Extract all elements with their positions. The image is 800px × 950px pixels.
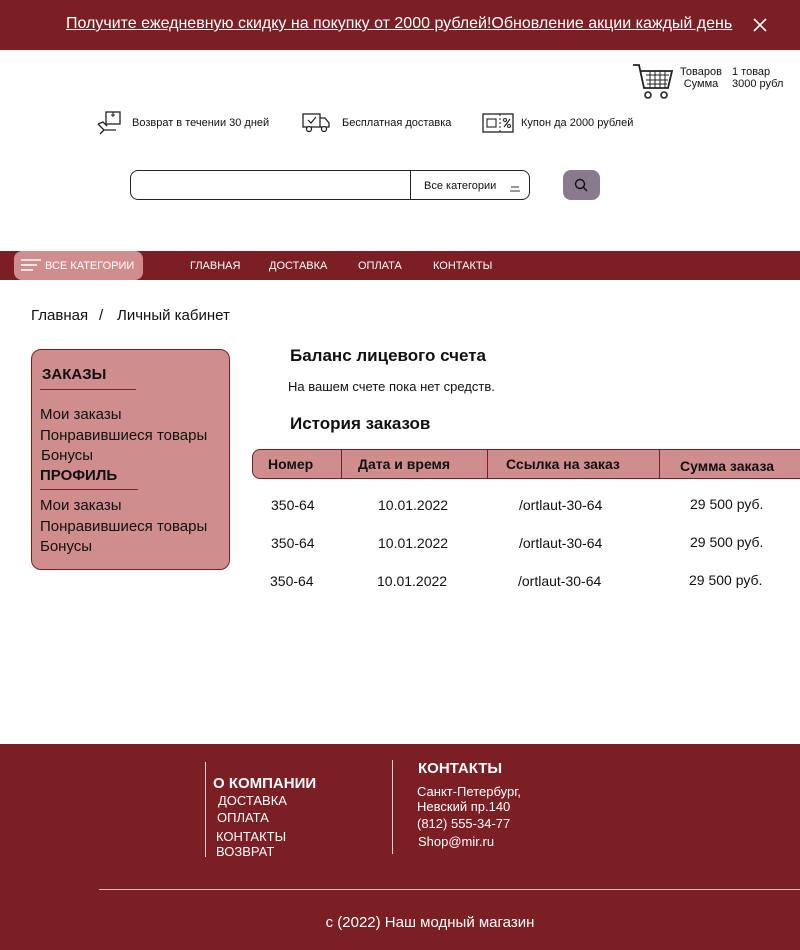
footer-divider xyxy=(392,760,393,854)
order-sum: 29 500 руб. xyxy=(689,572,763,588)
close-icon[interactable] xyxy=(752,17,768,33)
cart-items-value: 1 товар xyxy=(732,66,771,78)
column-number: Номер xyxy=(268,456,314,472)
footer-contacts-title: КОНТАКТЫ xyxy=(418,760,503,777)
promo-link[interactable]: Получите ежедневную скидку на покупку от 2000 рублей!Обновление акции каждый день xyxy=(66,15,733,32)
sidebar-profile-title: ПРОФИЛЬ xyxy=(40,467,118,484)
column-divider xyxy=(659,449,660,479)
footer-address-line2: Невский пр.140 xyxy=(417,799,511,814)
footer-email[interactable]: Shop@mir.ru xyxy=(418,834,495,849)
footer-company-title: О КОМПАНИИ xyxy=(213,775,317,792)
sidebar-item-profile-orders[interactable]: Мои заказы xyxy=(40,497,122,514)
footer-link-payment[interactable]: ОПЛАТА xyxy=(217,810,269,825)
nav-delivery[interactable]: ДОСТАВКА xyxy=(269,260,328,272)
category-select[interactable]: Все категории xyxy=(424,180,497,192)
search-divider xyxy=(410,171,411,199)
sidebar-divider xyxy=(40,489,138,490)
sidebar-item-profile-favorites[interactable]: Понравившиеся товары xyxy=(40,518,208,535)
column-date: Дата и время xyxy=(358,456,451,472)
footer-link-return[interactable]: ВОЗВРАТ xyxy=(216,844,275,859)
sidebar-orders-title: ЗАКАЗЫ xyxy=(42,366,107,383)
cart-items-label: Товаров xyxy=(680,66,722,78)
footer-divider xyxy=(205,762,206,857)
feature-coupon: Купон да 2000 рублей xyxy=(521,117,634,129)
order-sum: 29 500 руб. xyxy=(690,534,764,550)
cart-sum-label: Сумма xyxy=(683,78,719,90)
cart-labels xyxy=(678,66,724,90)
search-button[interactable] xyxy=(563,170,600,200)
nav-contacts[interactable]: КОНТАКТЫ xyxy=(433,260,493,272)
column-sum: Сумма заказа xyxy=(680,458,775,474)
feature-delivery: Бесплатная доставка xyxy=(342,117,452,129)
column-divider xyxy=(487,449,488,479)
footer-link-delivery[interactable]: ДОСТАВКА xyxy=(218,793,287,808)
category-menu-icon[interactable] xyxy=(509,181,521,191)
cart-values xyxy=(732,66,792,90)
sidebar-divider xyxy=(40,389,136,390)
coupon-icon xyxy=(481,110,515,136)
nav-home[interactable]: ГЛАВНАЯ xyxy=(190,260,241,272)
breadcrumb-current: Личный кабинет xyxy=(117,307,230,324)
return-box-icon xyxy=(96,110,124,136)
order-number: 350-64 xyxy=(270,573,314,589)
menu-icon xyxy=(20,258,42,272)
breadcrumb-separator: / xyxy=(99,307,104,324)
footer-link-contacts[interactable]: КОНТАКТЫ xyxy=(216,829,287,844)
order-link[interactable]: /ortlaut-30-64 xyxy=(519,535,603,551)
search-input[interactable] xyxy=(131,171,409,199)
feature-return: Возврат в течении 30 дней xyxy=(132,117,270,129)
balance-title: Баланс лицевого счета xyxy=(290,346,486,365)
search-icon xyxy=(574,178,588,192)
cart-sum-value: 3000 рубл xyxy=(732,78,784,90)
order-number: 350-64 xyxy=(271,535,315,551)
sidebar-item-my-orders[interactable]: Мои заказы xyxy=(40,406,122,423)
sidebar-item-bonuses[interactable]: Бонусы xyxy=(41,447,94,464)
footer-address-line1: Санкт-Петербург, xyxy=(417,784,521,799)
footer-copyright: с (2022) Наш модный магазин xyxy=(325,914,535,931)
order-link[interactable]: /ortlaut-30-64 xyxy=(519,497,603,513)
breadcrumb-home[interactable]: Главная xyxy=(31,307,89,324)
history-title: История заказов xyxy=(290,414,431,433)
sidebar-item-favorites[interactable]: Понравившиеся товары xyxy=(40,427,208,444)
delivery-truck-icon xyxy=(301,110,331,136)
order-sum: 29 500 руб. xyxy=(690,496,764,512)
cart-icon[interactable] xyxy=(632,62,674,100)
all-categories-label: ВСЕ КАТЕГОРИИ xyxy=(45,260,135,272)
nav-payment[interactable]: ОПЛАТА xyxy=(358,260,402,272)
order-number: 350-64 xyxy=(271,497,315,513)
order-date: 10.01.2022 xyxy=(378,535,449,551)
column-link: Ссылка на заказ xyxy=(506,456,620,472)
sidebar-item-profile-bonuses[interactable]: Бонусы xyxy=(40,538,93,555)
order-date: 10.01.2022 xyxy=(378,497,449,513)
footer-phone[interactable]: (812) 555-34-77 xyxy=(417,816,511,831)
column-divider xyxy=(341,449,342,479)
order-link[interactable]: /ortlaut-30-64 xyxy=(518,573,602,589)
balance-message: На вашем счете пока нет средств. xyxy=(288,379,495,394)
order-date: 10.01.2022 xyxy=(377,573,448,589)
footer-separator xyxy=(99,889,800,890)
